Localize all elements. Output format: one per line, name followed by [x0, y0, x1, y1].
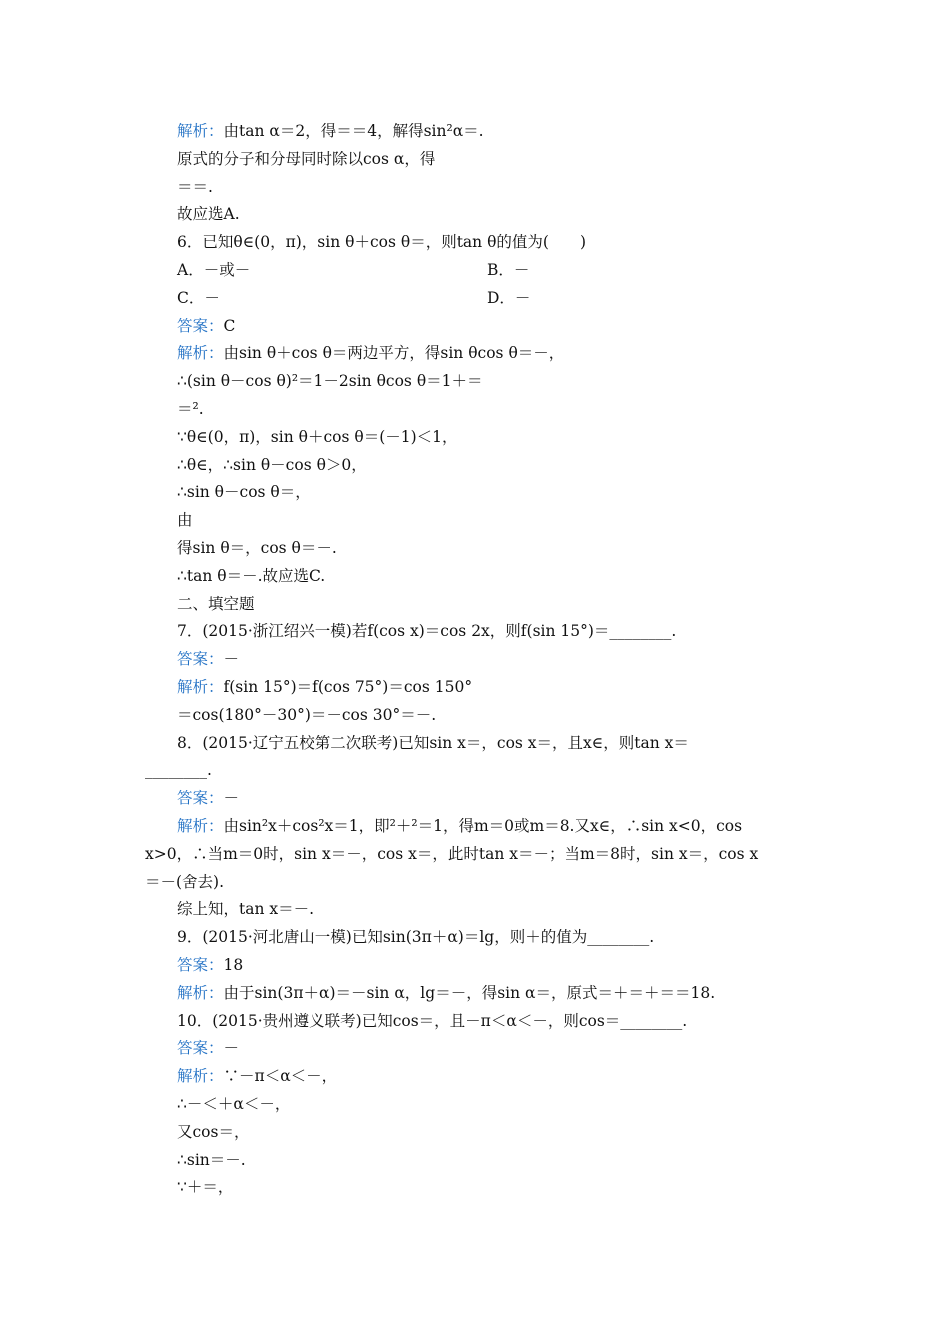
- line-text: 故应选A.: [177, 205, 240, 224]
- text-line: [177, 566, 325, 586]
- text-line: [177, 1094, 290, 1114]
- text-line: [177, 1066, 337, 1086]
- line-text: ________.: [145, 761, 212, 780]
- line-label: 答案：: [177, 789, 224, 808]
- text-line: [177, 371, 483, 391]
- text-line: [177, 427, 458, 447]
- text-line: [177, 955, 243, 975]
- text-line: [177, 1122, 249, 1142]
- line-text: ∵＋＝，: [177, 1178, 234, 1197]
- text-line: [177, 677, 472, 697]
- line-label: 解析：: [177, 344, 224, 363]
- line-text: ＝².: [177, 400, 204, 418]
- line-text: C: [223, 316, 236, 335]
- line-text: 二、填空题: [177, 594, 255, 613]
- text-line: [177, 1011, 687, 1031]
- line-text: ＝＝.: [177, 177, 213, 196]
- text-line: [177, 482, 311, 502]
- line-text: ∴θ∈，∴sin θ－cos θ＞0，: [177, 455, 367, 474]
- line-text: 又cos＝，: [177, 1122, 250, 1141]
- text-line: [177, 149, 435, 169]
- line-text: 由sin²x＋cos²x＝1，即²＋²＝1，得m＝0或m＝8.又x∈，∴sin x<0，cos: [223, 817, 743, 835]
- option-right: B．－: [487, 261, 530, 279]
- line-text: 由tan α＝2，得＝＝4，解得sin²α＝.: [223, 122, 484, 140]
- text-line: [177, 204, 240, 224]
- text-line: [177, 705, 436, 725]
- text-line: [177, 121, 484, 141]
- line-label: 解析：: [177, 122, 224, 140]
- text-line: [177, 1150, 246, 1170]
- text-line: [177, 1038, 239, 1058]
- line-text: ∵θ∈(0，π)，sin θ＋cos θ＝(－1)＜1，: [177, 427, 458, 446]
- line-text: －: [223, 650, 240, 669]
- line-text: 10．(2015·贵州遵义联考)已知cos＝，且－π＜α＜－，则cos＝________.: [177, 1011, 688, 1030]
- line-label: 解析：: [177, 1067, 224, 1086]
- text-line: [177, 510, 193, 530]
- line-text: x>0，∴当m＝0时，sin x＝－，cos x＝，此时tan x＝－；当m＝8时，sin x＝，cos x: [145, 844, 759, 863]
- text-line: [177, 788, 239, 808]
- line-text: ＝cos(180°－30°)＝－cos 30°＝－.: [177, 705, 437, 724]
- line-text: 8．(2015·辽宁五校第二次联考)已知sin x＝，cos x＝，且x∈，则tan x＝: [177, 733, 689, 752]
- text-line: [177, 1177, 233, 1197]
- line-text: 由: [177, 511, 193, 530]
- text-line: [177, 232, 586, 252]
- line-text: ∴tan θ＝－.故应选C.: [177, 566, 326, 585]
- line-text: ∴sin＝－.: [177, 1150, 246, 1169]
- text-line: [177, 288, 531, 308]
- text-line: [177, 316, 235, 336]
- line-text: ∴－＜＋α＜－，: [177, 1095, 291, 1113]
- line-text: f(sin 15°)＝f(cos 75°)＝cos 150°: [223, 678, 473, 696]
- line-label: 解析：: [177, 678, 224, 696]
- line-text: ∴(sin θ－cos θ)²＝1－2sin θcos θ＝1＋＝: [177, 372, 483, 391]
- text-line: [177, 343, 564, 363]
- line-label: 答案：: [177, 316, 224, 335]
- line-text: 7．(2015·浙江绍兴一模)若f(cos x)＝cos 2x，则f(sin 15°)＝________.: [177, 622, 677, 641]
- line-text: 6．已知θ∈(0，π)，sin θ＋cos θ＝，则tan θ的值为( ): [177, 233, 586, 252]
- line-text: －: [223, 789, 240, 808]
- line-text: ＝－(舍去).: [145, 872, 225, 891]
- text-line: [145, 760, 212, 780]
- line-text: －: [223, 1039, 240, 1058]
- text-line: [177, 399, 204, 419]
- text-line: [177, 983, 715, 1003]
- text-line: [145, 844, 758, 864]
- line-text: 由于sin(3π＋α)＝－sin α，lg＝－，得sin α＝，原式＝＋＝＋＝＝18.: [223, 983, 716, 1002]
- text-line: [177, 816, 742, 836]
- line-text: 综上知，tan x＝－.: [177, 900, 315, 919]
- text-line: [177, 538, 337, 558]
- line-text: 由sin θ＋cos θ＝两边平方，得sin θcos θ＝－，: [223, 344, 565, 363]
- text-line: [177, 260, 530, 280]
- line-text: ∵－π＜α＜－，: [223, 1067, 338, 1086]
- line-label: 答案：: [177, 956, 224, 974]
- line-text: 9．(2015·河北唐山一模)已知sin(3π＋α)＝lg，则＋的值为________.: [177, 928, 655, 947]
- line-text: 18: [223, 956, 244, 974]
- option-right: D．－: [487, 288, 531, 307]
- line-label: 答案：: [177, 1039, 224, 1058]
- text-line: [177, 649, 239, 669]
- text-line: [177, 621, 676, 641]
- line-label: 解析：: [177, 817, 224, 835]
- text-line: [177, 927, 654, 947]
- line-text: 原式的分子和分母同时除以cos α，得: [177, 149, 436, 168]
- line-text: ∴sin θ－cos θ＝，: [177, 483, 311, 502]
- text-line: [145, 872, 224, 892]
- text-line: [177, 733, 689, 753]
- line-label: 答案：: [177, 650, 224, 669]
- text-line: [177, 899, 314, 919]
- line-text: A．－或－: [177, 261, 251, 279]
- line-text: 得sin θ＝，cos θ＝－.: [177, 539, 337, 557]
- text-line: [177, 455, 367, 475]
- text-line: [177, 177, 213, 197]
- line-text: C．－: [177, 288, 220, 307]
- text-line: [177, 594, 255, 614]
- line-label: 解析：: [177, 983, 224, 1002]
